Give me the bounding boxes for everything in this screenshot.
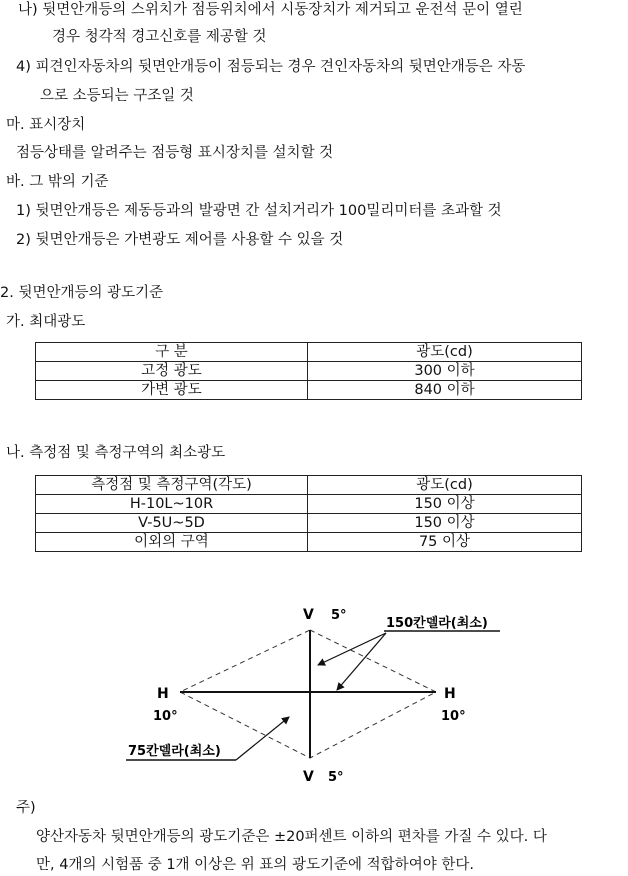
- table-header-row: [36, 343, 582, 362]
- section-ba-item-2: 2) 뒷면안개등은 가변광도 제어를 사용할 수 있을 것: [16, 232, 344, 248]
- table-cell: 75 이상: [308, 533, 582, 552]
- subsection-na-heading: 나. 측정점 및 측정구역의 최소광도: [6, 445, 226, 461]
- table-cell: 840 이하: [308, 381, 582, 400]
- minimum-zone-outline: [180, 630, 436, 758]
- arrow-150-to-axis: [318, 633, 386, 665]
- item-4-line2: 으로 소등되는 구조일 것: [40, 88, 194, 104]
- v-top-degree: 5°: [331, 608, 347, 623]
- table-row: [36, 362, 582, 381]
- note-line-1: 양산자동차 뒷면안개등의 광도기준은 ±20퍼센트 이하의 편차를 가질 수 있다. 다: [36, 829, 547, 845]
- table-header-row: [36, 476, 582, 495]
- table-header-cell: 광도(cd): [308, 343, 582, 362]
- table-header-cell: 측정점 및 측정구역(각도): [36, 476, 308, 495]
- h-right-degree: 10°: [441, 709, 466, 724]
- table-cell: 300 이하: [308, 362, 582, 381]
- label-75-candela: 75칸델라(최소): [128, 744, 221, 759]
- section-ma-heading: 마. 표시장치: [6, 117, 86, 133]
- note-title: 주): [16, 800, 36, 816]
- subsection-ga-heading: 가. 최대광도: [6, 314, 86, 330]
- section-2-heading: 2. 뒷면안개등의 광도기준: [0, 285, 164, 301]
- item-4-2-line2: 경우 청각적 경고신호를 제공할 것: [52, 29, 267, 45]
- section-ma-text: 점등상태를 알려주는 점등형 표시장치를 설치할 것: [16, 145, 334, 161]
- table-cell: 150 이상: [308, 514, 582, 533]
- table-row: [36, 533, 582, 552]
- v-bottom-degree: 5°: [328, 770, 344, 785]
- min-luminous-table: [35, 475, 582, 552]
- table-cell: 고정 광도: [36, 362, 308, 381]
- section-ba-heading: 바. 그 밖의 기준: [6, 174, 109, 190]
- table-cell: 가변 광도: [36, 381, 308, 400]
- table-cell: 이외의 구역: [36, 533, 308, 552]
- label-150-candela: 150칸델라(최소): [386, 616, 488, 631]
- item-4-2-line1: 나) 뒷면안개등의 스위치가 점등위치에서 시동장치가 제거되고 운전석 문이 열린: [18, 2, 523, 18]
- table-cell: 150 이상: [308, 495, 582, 514]
- table-row: [36, 495, 582, 514]
- h-left-degree: 10°: [153, 709, 178, 724]
- measurement-zone-diagram: [0, 590, 628, 790]
- note-line-2: 만, 4개의 시험품 중 1개 이상은 위 표의 광도기준에 적합하여야 한다.: [36, 857, 474, 873]
- section-ba-item-1: 1) 뒷면안개등은 제동등과의 발광면 간 설치거리가 100밀리미터를 초과할 것: [16, 203, 502, 219]
- table-header-cell: 구 분: [36, 343, 308, 362]
- table-header-cell: 광도(cd): [308, 476, 582, 495]
- table-row: [36, 514, 582, 533]
- h-right-label: H: [444, 686, 456, 702]
- table-cell: V-5U~5D: [36, 514, 308, 533]
- v-bottom-label: V: [303, 769, 314, 785]
- item-4-line1: 4) 피견인자동차의 뒷면안개등이 점등되는 경우 견인자동차의 뒷면안개등은 자동: [16, 59, 526, 75]
- arrow-150-to-center: [337, 633, 386, 690]
- arrow-75-to-zone: [236, 717, 289, 760]
- v-top-label: V: [303, 607, 314, 623]
- max-luminous-table: [35, 342, 582, 400]
- table-row: [36, 381, 582, 400]
- h-left-label: H: [157, 686, 169, 702]
- table-cell: H-10L~10R: [36, 495, 308, 514]
